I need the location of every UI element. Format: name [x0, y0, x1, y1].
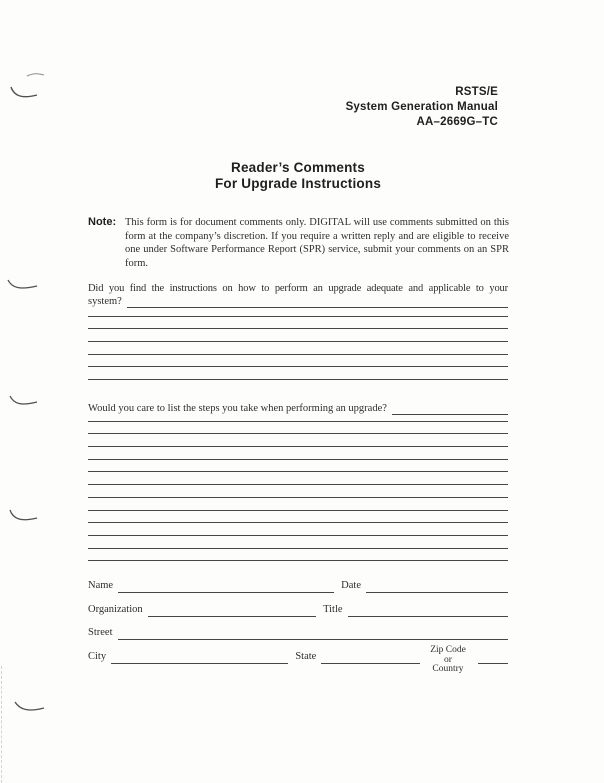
question-1-text: Did you find the instructions on how to perform an upgrade adequate and applicable to your	[88, 283, 508, 294]
part-number: AA–2669G–TC	[416, 116, 498, 128]
zip-country-label	[419, 646, 477, 674]
answer-rule-line	[88, 549, 508, 562]
answer-rule-line	[88, 536, 508, 549]
street-label: Street	[88, 627, 113, 638]
city-state-zip-row	[88, 645, 508, 675]
question-1-answer-start	[88, 295, 508, 308]
answer-lines-question-1	[88, 304, 508, 380]
date-label: Date	[341, 580, 361, 591]
question-1-text-continued: system?	[88, 296, 122, 307]
answer-rule-line	[88, 472, 508, 485]
answer-rule-line	[88, 329, 508, 342]
street-line	[118, 626, 509, 640]
question-2-answer-start	[88, 402, 508, 415]
answer-rule-line	[392, 404, 508, 415]
city-line	[111, 650, 288, 664]
name-label: Name	[88, 580, 114, 591]
answer-rule-line	[88, 498, 508, 511]
organization-title-row	[88, 602, 508, 617]
form-title-line2: For Upgrade Instructions	[214, 175, 382, 191]
name-line	[118, 579, 334, 593]
answer-rule-line	[88, 523, 508, 536]
date-line	[366, 579, 508, 593]
answer-lines-question-2	[88, 409, 508, 561]
zip-label-line: or	[444, 654, 452, 665]
answer-rule-line	[88, 317, 508, 330]
title-line	[348, 603, 508, 617]
note-text: This form is for document comments only. DIGITAL will use comments submitted on this form at the company’s discretion. If you require a written reply and are eligible to receive one under Software Performance Report (SPR) service, submit your comments on an SPR form.	[125, 217, 509, 269]
zip-label-line: Zip Code	[430, 645, 466, 656]
zip-line	[478, 650, 508, 664]
answer-rule-line	[88, 485, 508, 498]
answer-rule-line	[88, 447, 508, 460]
question-2-text: Would you care to list the steps you take when performing an upgrade?	[88, 403, 387, 414]
city-label: City	[88, 650, 107, 662]
form-title	[88, 160, 508, 191]
name-date-row	[88, 578, 508, 593]
answer-rule-line	[88, 434, 508, 447]
answer-rule-line	[88, 460, 508, 473]
title-label: Title	[323, 603, 343, 615]
note-block	[88, 216, 509, 270]
note-label: Note:	[88, 216, 117, 228]
answer-rule-line	[88, 511, 508, 524]
question-2	[88, 402, 508, 561]
answer-rule-line	[88, 342, 508, 355]
fold-mark	[8, 506, 40, 526]
answer-rule-line	[88, 367, 508, 380]
page-edge	[1, 666, 2, 783]
document-header	[346, 85, 498, 130]
form-title-line1: Reader’s Comments	[231, 160, 365, 175]
street-row	[88, 625, 508, 640]
state-label: State	[295, 650, 317, 662]
answer-rule-line	[88, 355, 508, 368]
product-name: RSTS/E	[455, 86, 498, 98]
fold-mark	[13, 697, 47, 715]
manual-title: System Generation Manual	[345, 101, 498, 113]
fold-mark	[8, 70, 48, 102]
zip-label-line: Country	[432, 664, 464, 675]
question-1	[88, 282, 508, 380]
state-line	[321, 650, 420, 664]
contact-form	[88, 578, 508, 675]
answer-rule-line	[127, 297, 508, 308]
organization-label: Organization	[88, 603, 143, 615]
answer-rule-line	[88, 422, 508, 435]
organization-line	[148, 603, 316, 617]
fold-mark	[6, 277, 40, 293]
fold-mark	[8, 393, 40, 409]
